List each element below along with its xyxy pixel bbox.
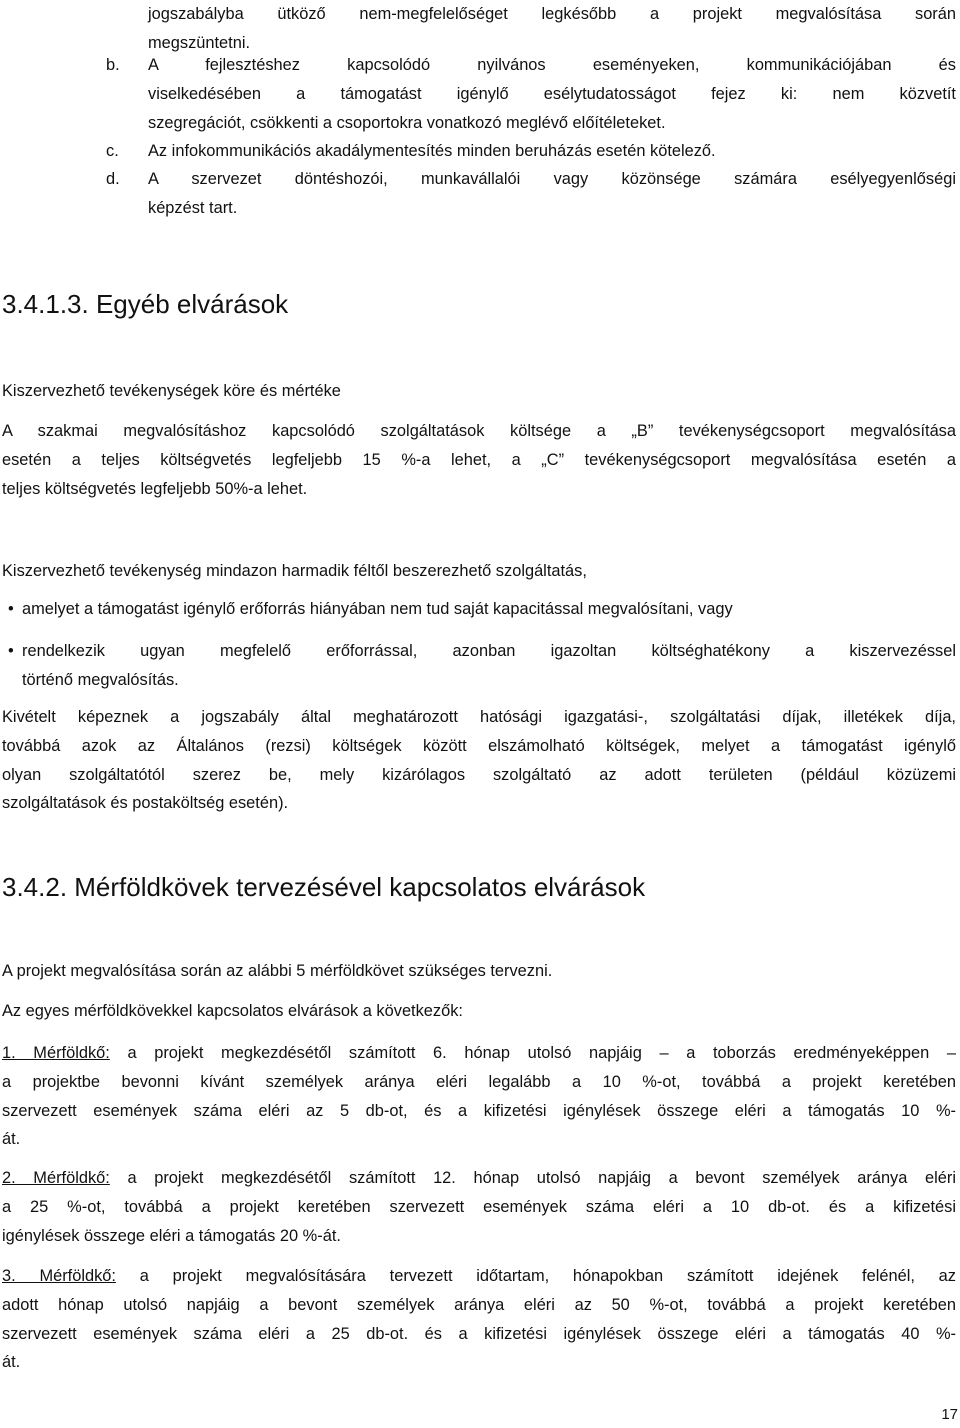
bullet-icon: • [8, 642, 14, 660]
paragraph: A szakmai megvalósításhoz kapcsolódó szolgáltatások költsége a „B” tevékenységcsoport megvalósítása esetén a teljes költségvetés legfeljebb 15 %-a lehet, a „C” tevékenységcsoport megvalósítása esetén a teljes költségvetés legfeljebb 50%-a lehet. [2, 422, 956, 498]
section-heading: 3.4.2. Mérföldkövek tervezésével kapcsolatos elvárások [2, 872, 646, 902]
milestone-label: 3. Mérföldkő: [2, 1267, 116, 1285]
list-item-a-continuation: jogszabályba ütköző nem-megfelelőséget legkésőbb a projekt megvalósítása során megszüntetni. [148, 5, 956, 52]
paragraph: A projekt megvalósítása során az alábbi 5 mérföldkövet szükséges tervezni. [2, 962, 553, 980]
list-item-text: A fejlesztéshez kapcsolódó nyilvános eseményeken, kommunikációjában és viselkedésében a támogatást igénylő esélytudatosságot fejez ki: nem közvetít szegregációt, csökkenti a csoportokra vonatkozó meglévő előítéleteket. [148, 56, 956, 132]
list-item-c [106, 137, 956, 167]
milestone-label: 2. Mérföldkő: [2, 1169, 110, 1187]
paragraph: Kivételt képeznek a jogszabály által meghatározott hatósági igazgatási-, szolgáltatási díjak, illetékek díja, továbbá azok az Általános (rezsi) költségek között elszámolható költségek, melyet a támogatást igénylő olyan szolgáltatótól szerez be, mely kizárólagos szolgáltató az adott területen (például közüzemi szolgáltatások és postaköltség esetén). [2, 708, 956, 813]
milestone-2: 2. Mérföldkő: a projekt megkezdésétől számított 12. hónap utolsó napjáig a bevont személyek aránya eléri a 25 %-ot, továbbá a projekt keretében szervezett események száma eléri a 10 db-ot. és a kifizetési igénylések összege eléri a támogatás 20 %-át. [2, 1169, 956, 1245]
bullet-item: • rendelkezik ugyan megfelelő erőforrással, azonban igazoltan költséghatékony a kiszervezéssel történő megvalósítás. [2, 637, 956, 697]
subheading: Kiszervezhető tevékenységek köre és mértéke [2, 382, 341, 400]
paragraph: Kiszervezhető tevékenység mindazon harmadik féltől beszerezhető szolgáltatás, [2, 562, 587, 580]
list-item-text: Az infokommunikációs akadálymentesítés minden beruházás esetén kötelező. [148, 142, 716, 160]
paragraph: Az egyes mérföldkövekkel kapcsolatos elvárások a következők: [2, 1002, 463, 1020]
list-marker: d. [106, 170, 120, 188]
bullet-icon: • [8, 600, 14, 618]
milestone-3: 3. Mérföldkő: a projekt megvalósítására tervezett időtartam, hónapokban számított idejének felénél, az adott hónap utolsó napjáig a bevont személyek aránya eléri az 50 %-ot, továbbá a projekt keretében szervezett események száma eléri a 25 db-ot. és a kifizetési igénylések összege eléri a támogatás 40 %- át. [2, 1267, 956, 1372]
milestone-label: 1. Mérföldkő: [2, 1044, 110, 1062]
list-marker: b. [106, 56, 120, 74]
list-item-b [106, 51, 956, 141]
milestone-1: 1. Mérföldkő: a projekt megkezdésétől számított 6. hónap utolsó napjáig – a toborzás eredményeképpen – a projektbe bevonni kívánt személyek aránya eléri legalább a 10 %-ot, továbbá a projekt keretében szervezett események száma eléri az 5 db-ot, és a kifizetési igénylések összege eléri a támogatás 10 %- át. [2, 1044, 956, 1149]
list-marker: c. [106, 142, 119, 160]
list-item-text: A szervezet döntéshozói, munkavállalói vagy közönsége számára esélyegyenlőségi képzést tart. [148, 170, 956, 217]
bullet-item: • amelyet a támogatást igénylő erőforrás hiányában nem tud saját kapacitással megvalósítani, vagy [2, 595, 958, 625]
page-number: 17 [941, 1406, 958, 1423]
section-heading: 3.4.1.3. Egyéb elvárások [2, 289, 289, 319]
list-item-d [106, 165, 956, 225]
